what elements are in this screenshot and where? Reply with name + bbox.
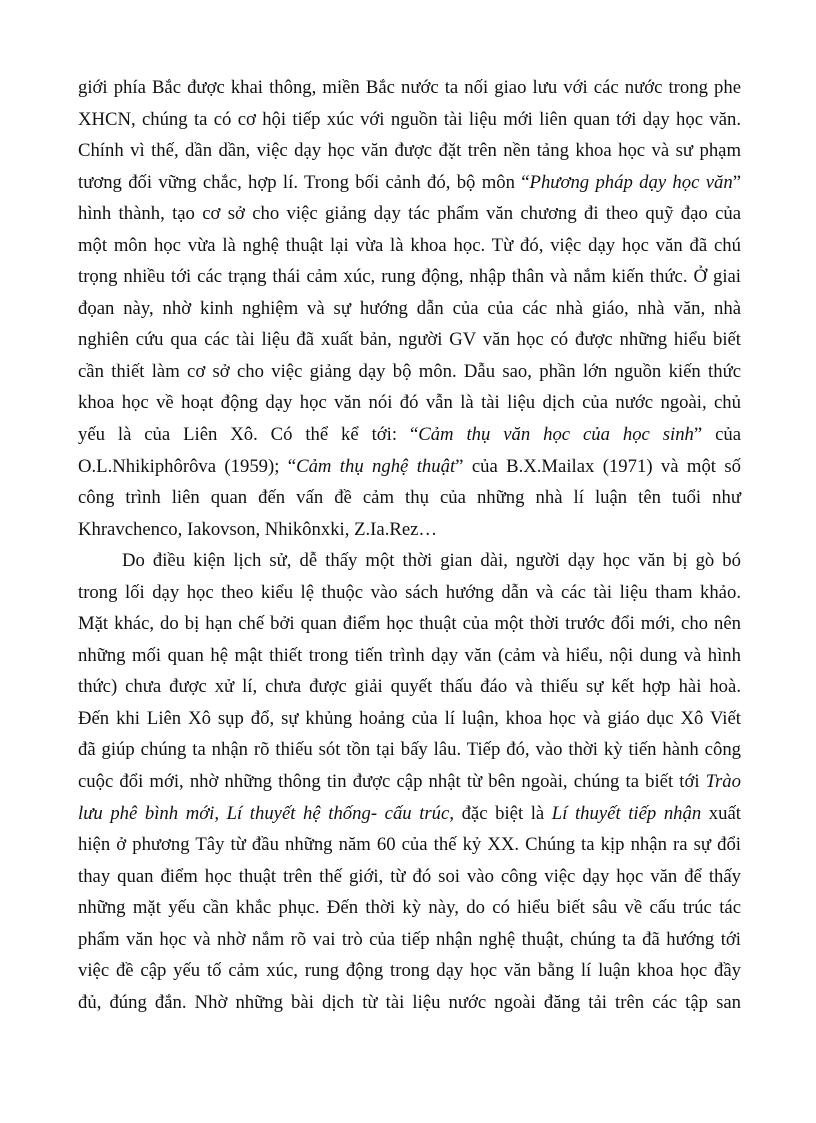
- text-line: hiện ở phương Tây từ đầu những năm 60 của thế kỷ XX. Chúng ta kịp nhận ra sự đổi: [78, 834, 741, 856]
- text-line: phẩm văn học và nhờ nắm rõ vai trò của tiếp nhận nghệ thuật, chúng ta đã hướng tới: [78, 928, 741, 950]
- paragraph-2: [78, 545, 741, 1018]
- document-page: [78, 72, 741, 1018]
- text-line: một môn học vừa là nghệ thuật lại vừa là khoa học. Từ đó, việc dạy học văn đã chú: [78, 234, 741, 256]
- text-line: trọng nhiều tới các trạng thái cảm xúc, rung động, nhập thân và nắm kiến thức. Ở giai: [78, 266, 741, 288]
- text-line: thay quan điểm học thuật trên thế giới, từ đó soi vào công việc dạy học văn để thấy: [78, 865, 741, 887]
- text-line: Đến khi Liên Xô sụp đổ, sự khủng hoảng của lí luận, khoa học và giáo dục Xô Viết: [78, 707, 741, 729]
- text-line: đã giúp chúng ta nhận rõ thiếu sót tồn tại bấy lâu. Tiếp đó, vào thời kỳ tiến hành công: [78, 739, 741, 761]
- text-line: nghiên cứu qua các tài liệu đã xuất bản, người GV văn học có được những hiểu biết: [78, 329, 741, 351]
- text-line: O.L.Nhikiphôrôva (1959); “Cảm thụ nghệ thuật” của B.X.Mailax (1971) và một số: [78, 455, 741, 477]
- text-line: giới phía Bắc được khai thông, miền Bắc nước ta nối giao lưu với các nước trong phe: [78, 77, 741, 98]
- text-line: những mặt yếu cần khắc phục. Đến thời kỳ này, do có hiểu biết sâu về cấu trúc tác: [78, 897, 741, 919]
- text-line: cuộc đổi mới, nhờ những thông tin được cập nhật từ bên ngoài, chúng ta biết tới Trào: [78, 771, 741, 793]
- text-line: yếu là của Liên Xô. Có thể kể tới: “Cảm thụ văn học của học sinh” của: [78, 424, 742, 446]
- text-line: Chính vì thế, dần dần, việc dạy học văn được đặt trên nền tảng khoa học và sư phạm: [78, 140, 741, 162]
- text-line: Mặt khác, do bị hạn chế bởi quan điểm học thuật của một thời trước đổi mới, cho nên: [78, 613, 741, 635]
- text-line: việc đề cập yếu tố cảm xúc, rung động trong dạy học văn bằng lí luận khoa học đầy: [78, 960, 741, 982]
- text-line: hình thành, tạo cơ sở cho việc giảng dạy tác phẩm văn chương đi theo quỹ đạo của: [78, 203, 741, 225]
- text-line: thức) chưa được xử lí, chưa được giải quyết thấu đáo và thiếu sự kết hợp hài hoà.: [78, 676, 741, 698]
- text-line: đủ, đúng đắn. Nhờ những bài dịch từ tài liệu nước ngoài đăng tải trên các tập san: [78, 991, 741, 1013]
- text-line: tương đối vững chắc, hợp lí. Trong bối cảnh đó, bộ môn “Phương pháp dạy học văn”: [78, 171, 741, 193]
- text-line: khoa học về hoạt động dạy học văn nói đó vẫn là tài liệu dịch của nước ngoài, chủ: [78, 392, 741, 414]
- text-line: cần thiết làm cơ sở cho việc giảng dạy bộ môn. Dẫu sao, phần lớn nguồn kiến thức: [78, 360, 741, 382]
- text-line: XHCN, chúng ta có cơ hội tiếp xúc với nguồn tài liệu mới liên quan tới dạy học văn.: [78, 108, 741, 130]
- paragraph-1: [78, 72, 741, 545]
- text-line: Do điều kiện lịch sử, dễ thấy một thời gian dài, người dạy học văn bị gò bó: [122, 550, 741, 572]
- text-line: lưu phê bình mới, Lí thuyết hệ thống- cấu trúc, đặc biệt là Lí thuyết tiếp nhận xuất: [78, 802, 741, 824]
- text-line: Khravchenco, Iakovson, Nhikônxki, Z.Ia.Rez…: [78, 518, 438, 540]
- text-line: trong lối dạy học theo kiểu lệ thuộc vào sách hướng dẫn và các tài liệu tham khảo.: [78, 581, 741, 603]
- text-line: công trình liên quan đến vấn đề cảm thụ của những nhà lí luận tên tuổi như: [78, 487, 741, 509]
- text-line: những mối quan hệ mật thiết trong tiến trình dạy văn (cảm và hiểu, nội dung và hình: [78, 644, 741, 666]
- text-line: đọan này, nhờ kinh nghiệm và sự hướng dẫn của của các nhà giáo, nhà văn, nhà: [78, 297, 741, 319]
